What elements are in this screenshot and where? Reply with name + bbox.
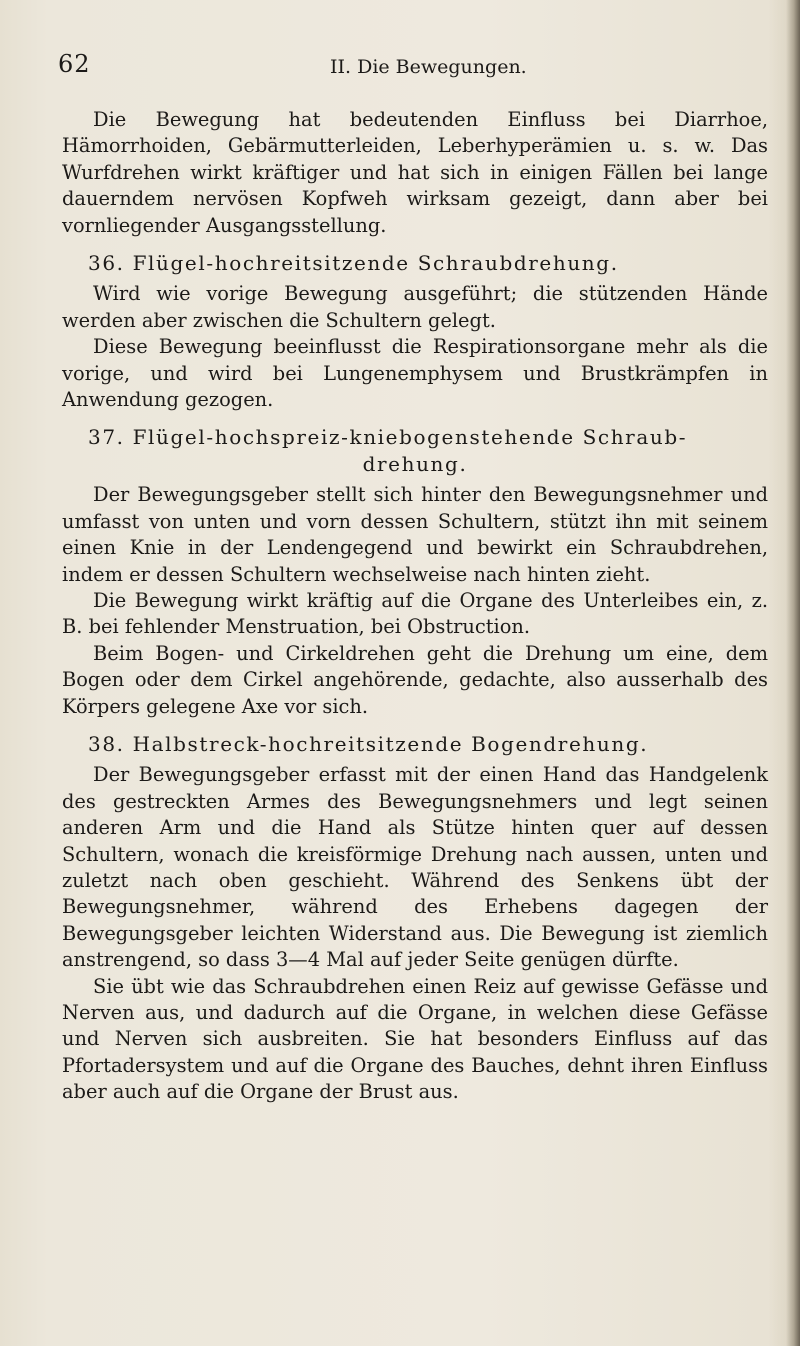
page-edge-shadow — [786, 0, 800, 1346]
page-number: 62 — [58, 50, 91, 78]
paragraph-37-2: Die Bewegung wirkt kräftig auf die Organe des Unterleibes ein, z. B. bei fehlender Menstruation, bei Obstruction. — [62, 588, 768, 639]
page-header — [58, 50, 758, 80]
paragraph-36-1: Wird wie vorige Bewegung ausgeführt; die stützenden Hände werden aber zwischen die Schultern gelegt. — [62, 282, 768, 332]
paragraph-38-2: Sie übt wie das Schraubdrehen einen Reiz auf gewisse Gefässe und Nerven aus, und dadurch auf die Organe, in welchen diese Gefässe und Nerven sich ausbreiten. Sie hat besonders Einfluss auf das Pfortadersystem und auf die Organe des Bauches, dehnt ihren Einfluss aber auch auf die Organe der Brust aus. — [62, 974, 768, 1104]
paragraph-intro: Die Bewegung hat bedeutenden Einfluss bei Diarrhoe, Hämorrhoiden, Gebärmutterleiden, Leberhyperämien u. s. w. Das Wurfdrehen wirkt kräftiger und hat sich in einigen Fällen bei lange dauerndem nervösen Kopfweh wirksam gezeigt, dann aber bei vornliegender Ausgangsstellung. — [62, 108, 768, 237]
section-heading-38: 38. Halbstreck-hochreitsitzende Bogendrehung. — [88, 731, 649, 756]
running-title: II. Die Bewegungen. — [330, 56, 527, 78]
paragraph-36-2: Diese Bewegung beeinflusst die Respirationsorgane mehr als die vorige, und wird bei Lungenemphysem und Brustkrämpfen in Anwendung gezogen. — [62, 335, 768, 412]
body-text — [62, 107, 768, 1106]
paragraph-38-1: Der Bewegungsgeber erfasst mit der einen Hand das Handgelenk des gestreckten Armes des Bewegungsnehmers und legt seinen anderen Arm und die Hand als Stütze hinten quer auf dessen Schultern, wonach die kreisförmige Drehung nach aussen, unten und zuletzt nach oben geschieht. Während des Senkens übt der Bewegungsnehmer, während des Erhebens dagegen der Bewegungsgeber leichten Widerstand aus. Die Bewegung ist ziemlich anstrengend, so dass 3—4 Mal auf jeder Seite genügen dürfte. — [62, 763, 768, 972]
section-heading-37 — [62, 424, 768, 477]
section-heading-37-line2: drehung. — [362, 451, 468, 476]
section-heading-37-line1: 37. Flügel-hochspreiz-kniebogenstehende Schraub- — [88, 425, 688, 450]
paragraph-37-1: Der Bewegungsgeber stellt sich hinter den Bewegungsnehmer und umfasst von unten und vorn dessen Schultern, stützt ihn mit seinem einen Knie in der Lendengegend und bewirkt ein Schraubdrehen, indem er dessen Schultern wechselweise nach hinten zieht. — [62, 483, 768, 586]
paragraph-37-3: Beim Bogen- und Cirkeldrehen geht die Drehung um eine, dem Bogen oder dem Cirkel angehörende, gedachte, also ausserhalb des Körpers gelegene Axe vor sich. — [62, 641, 768, 718]
section-heading-36: 36. Flügel-hochreitsitzende Schraubdrehung. — [88, 251, 619, 276]
